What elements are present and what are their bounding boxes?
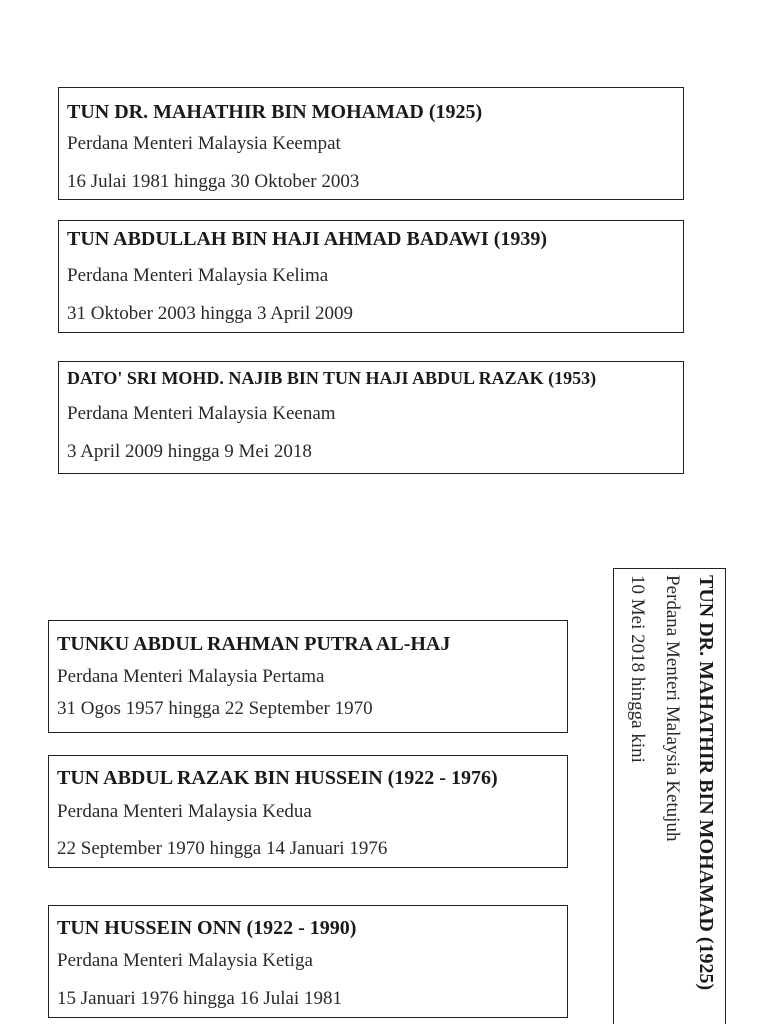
pm-term: 16 Julai 1981 hingga 30 Oktober 2003 [67,171,360,192]
pm-card-ketujuh-rotated [613,568,726,1024]
pm-title: Perdana Menteri Malaysia Kelima [67,265,329,286]
pm-card-pertama [48,620,568,733]
pm-name: TUN DR. MAHATHIR BIN MOHAMAD (1925) [695,575,717,991]
pm-title: Perdana Menteri Malaysia Keempat [67,133,341,154]
pm-term: 15 Januari 1976 hingga 16 Julai 1981 [57,988,342,1009]
pm-term: 31 Oktober 2003 hingga 3 April 2009 [67,303,354,324]
pm-card-keempat [58,87,684,200]
pm-title: Perdana Menteri Malaysia Pertama [57,666,325,687]
pm-title: Perdana Menteri Malaysia Kedua [57,801,312,822]
pm-card-kelima [58,220,684,333]
pm-card-ketiga [48,905,568,1018]
pm-title: Perdana Menteri Malaysia Ketiga [57,950,313,971]
pm-name: TUN ABDUL RAZAK BIN HUSSEIN (1922 - 1976) [57,767,498,789]
pm-name: TUN HUSSEIN ONN (1922 - 1990) [57,917,357,939]
pm-name: TUNKU ABDUL RAHMAN PUTRA AL-HAJ [57,633,451,655]
pm-term: 31 Ogos 1957 hingga 22 September 1970 [57,698,373,719]
pm-term: 3 April 2009 hingga 9 Mei 2018 [67,441,312,462]
rotated-text-group [614,569,727,1025]
pm-card-keenam [58,361,684,474]
pm-term: 10 Mei 2018 hingga kini [627,575,648,763]
pm-name: TUN DR. MAHATHIR BIN MOHAMAD (1925) [67,101,483,123]
pm-title: Perdana Menteri Malaysia Keenam [67,403,336,424]
pm-card-kedua [48,755,568,868]
pm-name: DATO' SRI MOHD. NAJIB BIN TUN HAJI ABDUL RAZAK (1953) [67,368,597,388]
pm-term: 22 September 1970 hingga 14 Januari 1976 [57,838,388,859]
pm-title: Perdana Menteri Malaysia Ketujuh [662,575,683,842]
pm-name: TUN ABDULLAH BIN HAJI AHMAD BADAWI (1939) [67,228,548,250]
